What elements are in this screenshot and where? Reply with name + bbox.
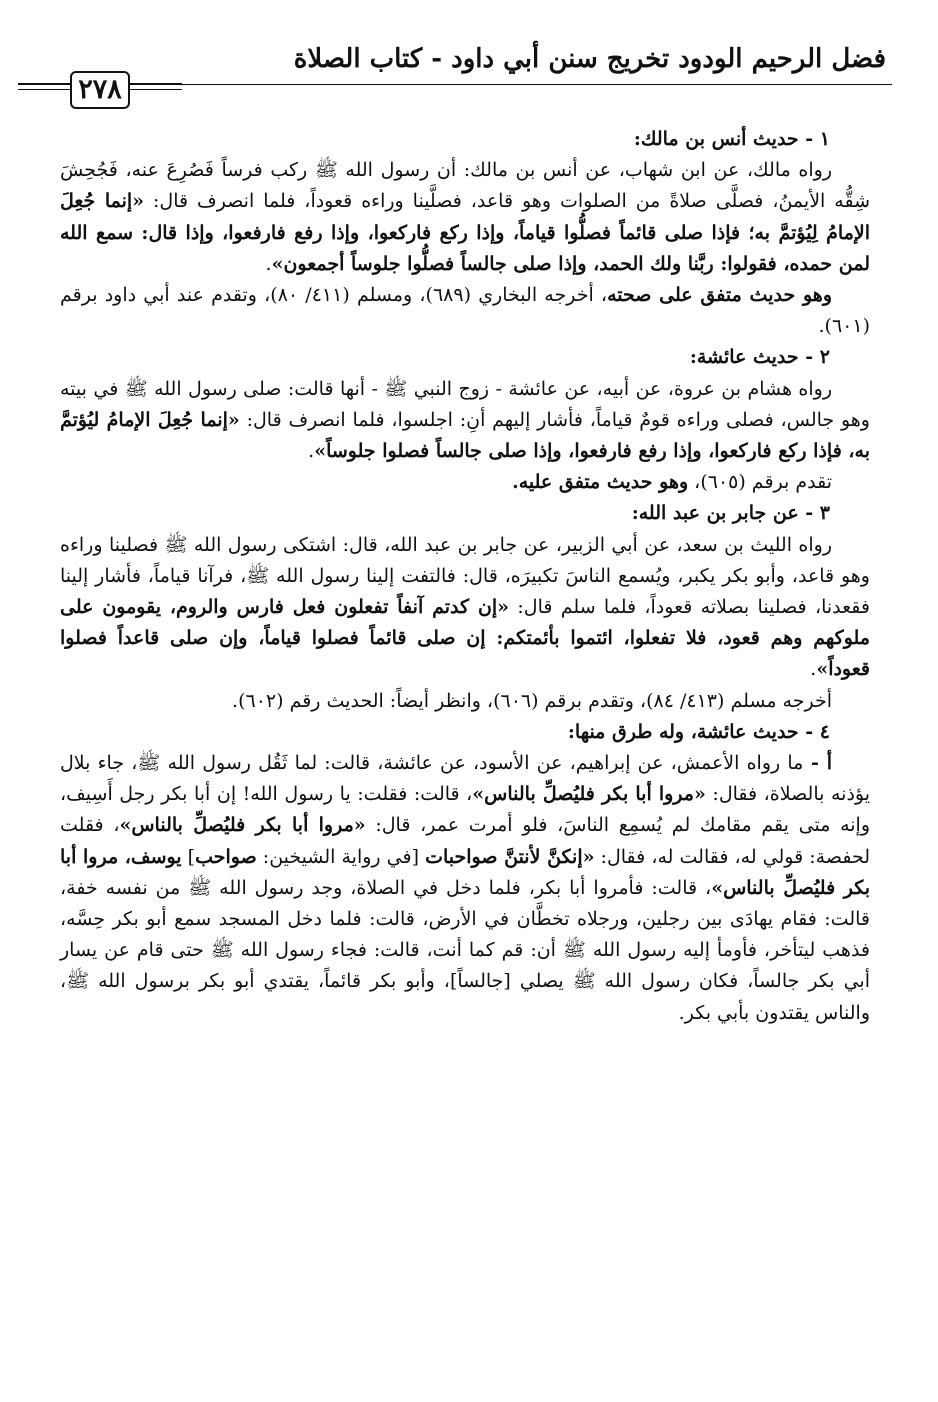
- running-header-title: فضل الرحيم الودود تخريج سنن أبي داود - كتاب الصلاة: [293, 44, 886, 74]
- text-run: ، قالت: فقلت: يا رسول الله! إن أبا بكر رجل أَسِيف، وإنه متى يقم مقامك لم يُسمِع الناسَ، فلو أمرت عمر، قال:: [60, 783, 871, 837]
- bold-text: «إن كدتم آنفاً تفعلون فعل فارس والروم، يقومون على ملوكهم وهم قعود، فلا تفعلوا، ائتموا بأئمتكم: إن صلى قائماً فصلوا قياماً، وإن صلى قاعداً فصلوا قعوداً»: [60, 596, 870, 681]
- section-heading: ٣ - عن جابر بن عبد الله:: [631, 502, 830, 525]
- text-run: رواه مالك، عن ابن شهاب، عن أنس بن مالك: أن رسول الله ﷺ ركب فرساً فَصُرِعَ عنه، فَجُحِشَ شِقُّه الأيمنُ، فصلَّى صلاةً من الصلوات وهو قاعد، فصلَّينا وراءه قعوداً، فلما انصرف قال:: [60, 159, 870, 213]
- text-run: .: [265, 252, 272, 275]
- text-run: أخرجه مسلم (٤١٣/ ٨٤)، وتقدم برقم (٦٠٦)، وانظر أيضاً: الحديث رقم (٦٠٢).: [232, 689, 832, 712]
- section-heading: ١ - حديث أنس بن مالك:: [633, 128, 830, 150]
- bold-text: أ -: [803, 752, 832, 775]
- text-run: ما رواه الأعمش، عن إبراهيم، عن الأسود، عن عائشة، قالت: لما ثَقُل رسول الله ﷺ، جاء بلال يؤذنه بالصلاة، فقال:: [60, 752, 871, 806]
- text-run: ، قالت: فأمروا أبا بكر، فلما دخل في الصلاة، وجد رسول الله ﷺ من نفسه خفة، قالت: فقام يهادَى بين رجلين، ورجلاه تخطَّان في الأرض، قالت: فلما دخل المسجد سمع أبو بكر حِسَّه، فذهب ليتأخر، فأومأ إليه رسول الله ﷺ أن: قم كما أنت، قالت: فجاء رسول الله ﷺ حتى قام عن يسار أبي بكر جالساً، فكان رسول الله ﷺ يصلي [جالساً]، وأبو بكر قائماً، يقتدي أبو بكر برسول الله ﷺ، والناس يقتدون بأبي بكر.: [60, 876, 870, 1024]
- page-number: ٢٧٨: [70, 71, 130, 109]
- section-heading: ٤ - حديث عائشة، وله طرق منها:: [567, 720, 830, 743]
- text-run: .: [810, 658, 817, 681]
- body-paragraph: [60, 280, 870, 342]
- page-body: [60, 124, 870, 1029]
- body-paragraph: [60, 155, 870, 280]
- section-heading: ٢ - حديث عائشة:: [689, 346, 830, 369]
- page-number-box: [18, 71, 182, 107]
- text-run: رواه هشام بن عروة، عن أبيه، عن عائشة - زوج النبي ﷺ - أنها قالت: صلى رسول الله ﷺ في بيته وهو جالس، فصلى وراءه قومٌ قياماً، فأشار إليهم أنِ: اجلسوا، فلما انصرف قال:: [60, 377, 870, 431]
- bold-text: وهو حديث متفق على صحته: [607, 284, 833, 307]
- bold-text: صواحب: [195, 845, 257, 868]
- body-paragraph: [60, 686, 870, 717]
- text-run: [في رواية الشيخين:: [256, 845, 426, 868]
- text-run: ، فقلت لحفصة: قولي له، فقالت له، فقال:: [60, 814, 871, 868]
- body-paragraph: [60, 530, 870, 686]
- bold-text: «إنما جُعِلَ الإمامُ لِيُؤتمَّ به؛ فإذا صلى قائماً فصلُّوا قياماً، وإذا ركع فاركعوا، وإذا رفع فارفعوا، وإذا قال: سمع الله لمن حمده، فقولوا: ربَّنا ولك الحمد، وإذا صلى جالساً فصلُّوا جلوساً أجمعون»: [60, 190, 870, 275]
- body-paragraph: [60, 374, 870, 468]
- text-run: ]: [181, 845, 196, 868]
- text-run: .: [308, 440, 315, 463]
- bold-text: «مروا أبا بكر فليُصلِّ بالناس»: [119, 814, 366, 837]
- bold-text: «إنكنَّ لأنتنَّ صواحبات: [425, 845, 595, 868]
- bold-text: وهو حديث متفق عليه.: [512, 471, 689, 494]
- text-run: رواه الليث بن سعد، عن أبي الزبير، عن جابر بن عبد الله، قال: اشتكى رسول الله ﷺ فصلينا وراءه وهو قاعد، وأبو بكر يكبر، ويُسمع الناسَ تكبيرَه، قال: فالتفت إلينا رسول الله ﷺ، فرآنا قياماً، فأشار إلينا فقعدنا، فصلينا بصلاته قعوداً، فلما سلم قال:: [60, 533, 870, 619]
- bold-text: «مروا أبا بكر فليُصلِّ بالناس»: [472, 783, 706, 806]
- body-paragraph: [60, 748, 870, 1029]
- body-paragraph: [60, 467, 870, 498]
- text-run: تقدم برقم (٦٠٥)،: [688, 471, 832, 494]
- bold-text: يوسف، مروا أبا بكر فليُصلِّ بالناس»: [60, 845, 870, 899]
- bold-text: «إنما جُعِلَ الإمامُ ليُؤتمَّ به، فإذا ركع فاركعوا، وإذا رفع فارفعوا، وإذا صلى جالساً فصلوا جلوساً»: [60, 408, 870, 463]
- text-run: ، أخرجه البخاري (٦٨٩)، ومسلم (٤١١/ ٨٠)، وتقدم عند أبي داود برقم (٦٠١).: [60, 284, 870, 338]
- page-header: [18, 44, 892, 106]
